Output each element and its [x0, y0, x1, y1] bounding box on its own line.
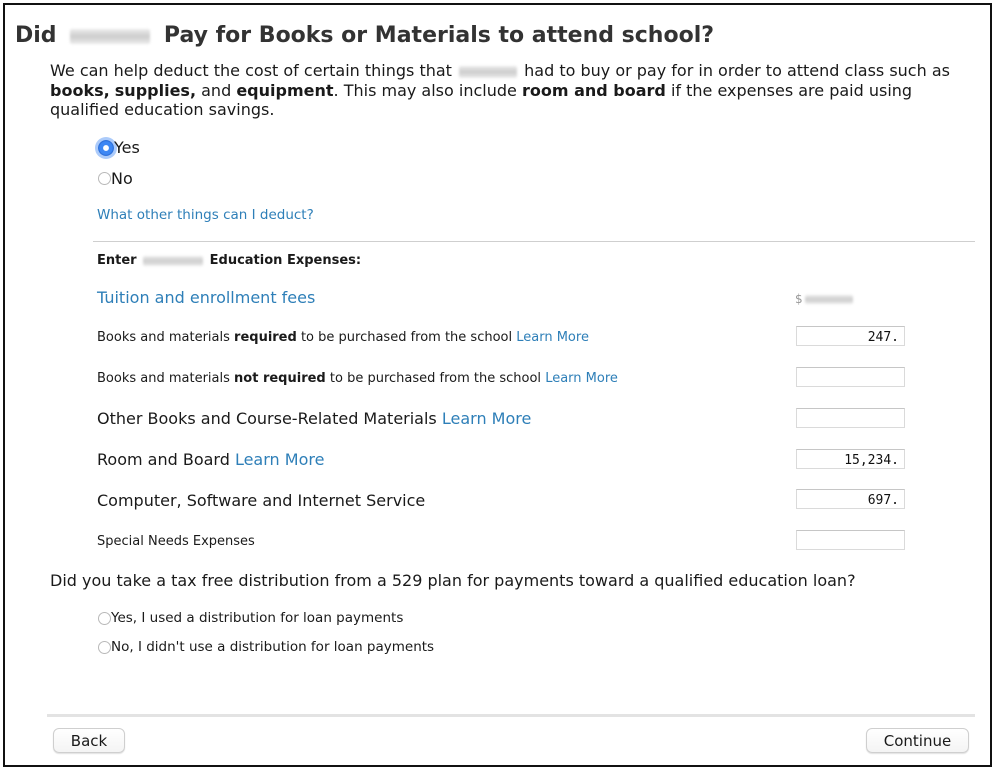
loan-question: Did you take a tax free distribution from a 529 plan for payments toward a qualified education loan?	[50, 571, 856, 590]
section-divider	[93, 241, 975, 242]
title-suffix: Pay for Books or Materials to attend school?	[163, 23, 715, 48]
redacted-name	[70, 29, 150, 44]
radio-no-label: No	[111, 169, 133, 188]
radio-loan-no[interactable]	[98, 639, 434, 655]
intro-supplies: supplies,	[114, 80, 197, 100]
intro-text-3: . This may also include	[333, 80, 517, 100]
room-board-label	[97, 450, 324, 469]
learn-more-link[interactable]: Learn More	[516, 330, 589, 345]
expenses-header	[97, 253, 361, 268]
learn-more-link[interactable]: Learn More	[441, 409, 532, 428]
dialog-frame	[3, 3, 992, 767]
continue-button[interactable]: Continue	[866, 728, 969, 753]
books-required-text-pre: Books and materials	[97, 330, 230, 345]
special-needs-input[interactable]	[796, 530, 905, 550]
other-books-text: Other Books and Course-Related Materials	[97, 409, 437, 428]
intro-room-board: room and board	[521, 80, 666, 100]
intro-paragraph	[50, 61, 970, 120]
radio-no-indicator[interactable]	[98, 172, 111, 185]
books-not-required-text-bold: not required	[234, 371, 326, 386]
books-required-input[interactable]	[796, 326, 905, 346]
books-required-text-post: to be purchased from the school	[300, 330, 513, 345]
footer-divider	[47, 714, 975, 717]
radio-loan-yes[interactable]	[98, 610, 403, 626]
computer-software-input[interactable]	[796, 489, 905, 509]
title-prefix: Did	[15, 23, 57, 48]
learn-more-link[interactable]: Learn More	[234, 450, 325, 469]
radio-yes-indicator[interactable]	[98, 140, 114, 156]
page-title	[15, 23, 714, 48]
radio-loan-no-indicator[interactable]	[98, 641, 111, 654]
other-books-input[interactable]	[796, 408, 905, 428]
books-not-required-label	[97, 371, 618, 386]
radio-loan-yes-label: Yes, I used a distribution for loan payments	[111, 610, 404, 626]
books-not-required-input[interactable]	[796, 367, 905, 387]
intro-text-1: We can help deduct the cost of certain things that	[50, 61, 452, 80]
redacted-name-header	[143, 256, 203, 266]
special-needs-text: Special Needs Expenses	[97, 534, 255, 549]
books-required-text-bold: required	[234, 330, 297, 345]
books-not-required-text-pre: Books and materials	[97, 371, 230, 386]
radio-yes-label: Yes	[114, 138, 140, 157]
expenses-header-prefix: Enter	[97, 253, 137, 268]
intro-books: books,	[50, 80, 110, 100]
redacted-tuition-value	[805, 295, 853, 304]
intro-text-2: had to buy or pay for in order to attend class such as	[524, 61, 950, 80]
tuition-amount	[795, 292, 853, 306]
books-not-required-text-post: to be purchased from the school	[329, 371, 542, 386]
intro-text-4: if the expenses are paid using qualified education savings.	[50, 80, 913, 119]
room-board-input[interactable]	[796, 449, 905, 469]
special-needs-label	[97, 534, 255, 549]
tuition-fees-link[interactable]: Tuition and enrollment fees	[97, 288, 316, 307]
intro-and: and	[201, 80, 232, 100]
redacted-name-intro	[459, 66, 517, 78]
radio-yes[interactable]	[98, 138, 140, 157]
intro-equipment: equipment	[236, 80, 334, 100]
radio-loan-no-label: No, I didn't use a distribution for loan payments	[111, 639, 435, 655]
radio-loan-yes-indicator[interactable]	[98, 612, 111, 625]
tuition-dollar-sign: $	[795, 292, 803, 306]
expenses-header-suffix: Education Expenses:	[209, 253, 362, 268]
computer-software-label	[97, 491, 425, 510]
computer-software-text: Computer, Software and Internet Service	[97, 491, 426, 510]
books-required-label	[97, 330, 589, 345]
other-books-label	[97, 409, 531, 428]
radio-no[interactable]	[98, 169, 133, 188]
what-else-deduct-link[interactable]: What other things can I deduct?	[97, 207, 314, 223]
learn-more-link[interactable]: Learn More	[545, 371, 618, 386]
back-button[interactable]: Back	[53, 728, 125, 753]
room-board-text: Room and Board	[97, 450, 230, 469]
